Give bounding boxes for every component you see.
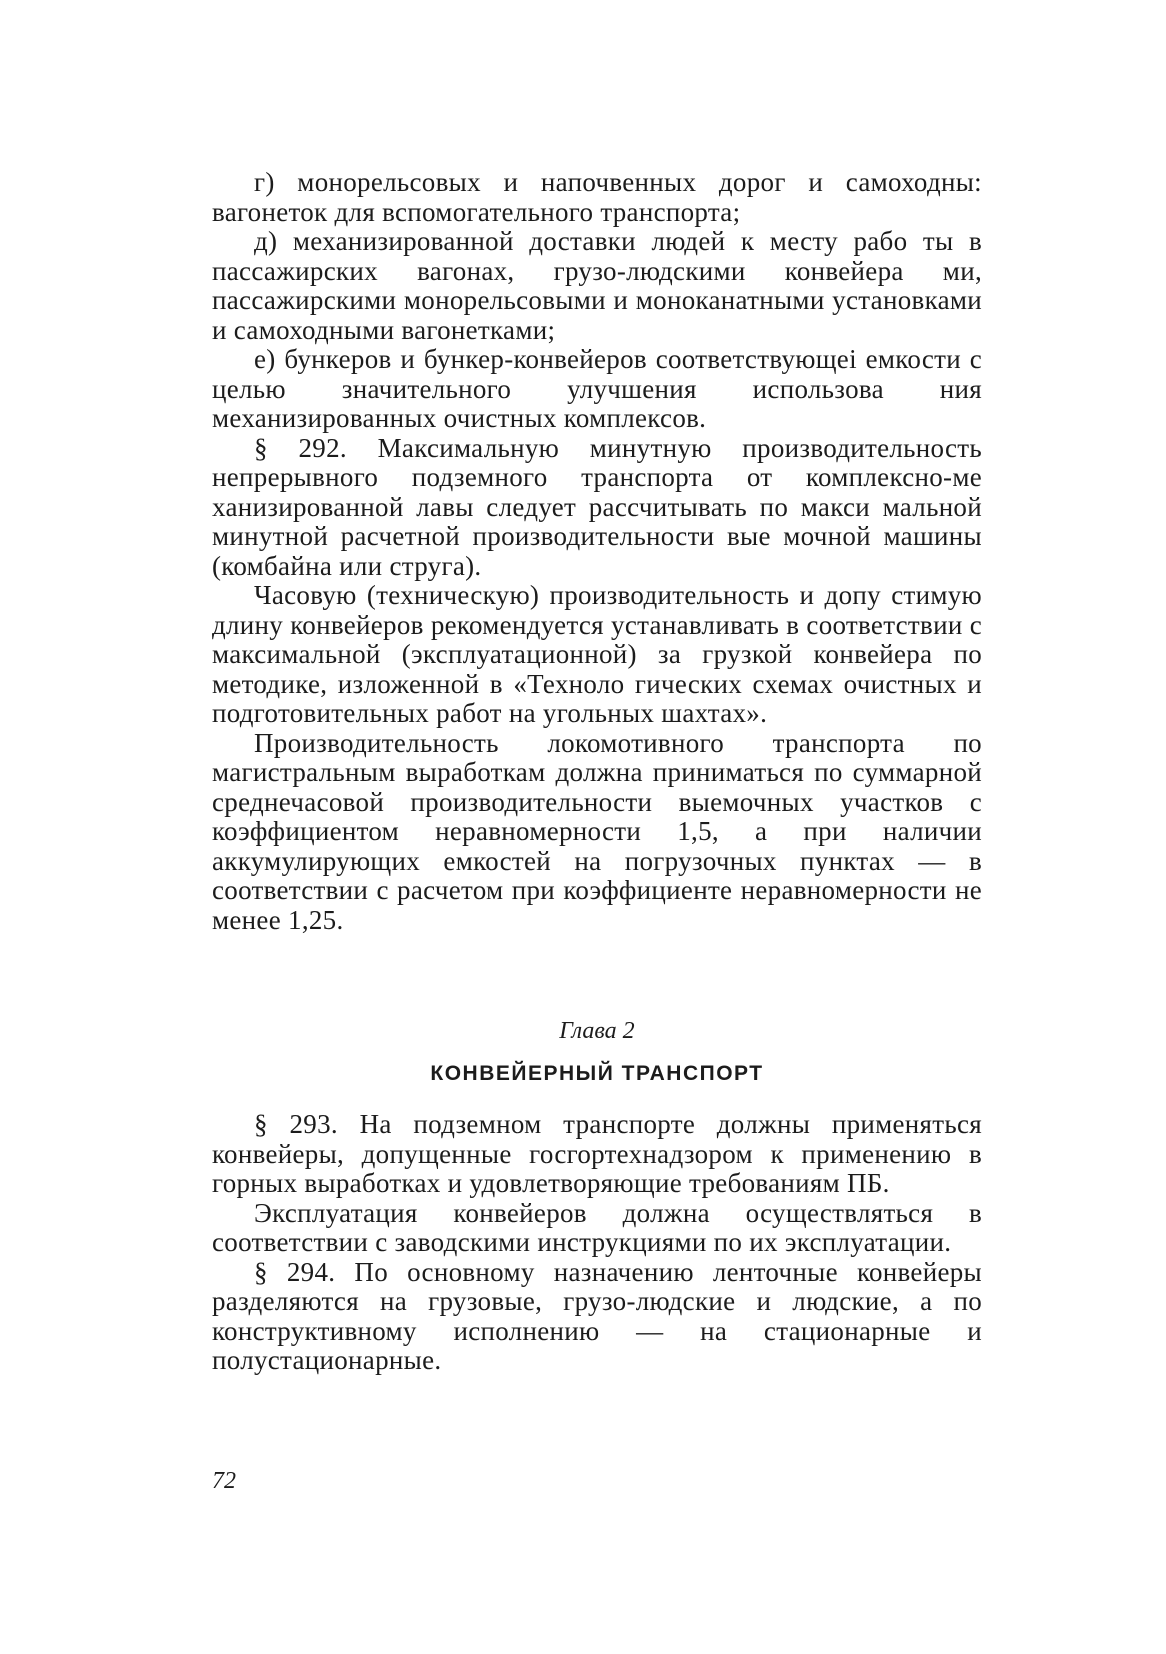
paragraph-item-d: д) механизированной доставки людей к месту рабо ты в пассажирских вагонах, грузо-людскими конвейера ми, пассажирскими монорельсовыми и моноканатными установками и самоходными вагонетками; bbox=[212, 226, 982, 345]
chapter-label: Глава 2 bbox=[559, 1018, 635, 1044]
paragraph-conveyor-operation: Эксплуатация конвейеров должна осуществляться в соответствии с заводскими инструкциями по их эксплуатации. bbox=[212, 1197, 982, 1257]
chapter-title: КОНВЕЙЕРНЫЙ ТРАНСПОРТ bbox=[430, 1062, 764, 1085]
paragraph-section-293: § 293. На подземном транспорте должны применяться конвейеры, допущенные госгортехнадзором к применению в горных выработках и удовлетворяющие требованиям ПБ. bbox=[212, 1109, 982, 1198]
page-number: 72 bbox=[212, 1468, 236, 1494]
paragraph-locomotive-transport: Производительность локомотивного транспорта по магистральным выработкам должна приниматься по суммарной среднечасовой производительности выемочных участков с коэффициентом неравномерности 1,5, а при наличии аккумулирующих емкостей на погрузочных пунктах — в соответствии с расчетом при коэффициенте неравномерности не менее 1,25. bbox=[212, 727, 982, 935]
lower-text-section bbox=[212, 1110, 982, 1376]
paragraph-item-e: е) бункеров и бункер-конвейеров соответствующеі емкости с целью значительного улучшения использова ния механизированных очистных комплексов. bbox=[212, 344, 982, 433]
paragraph-section-292: § 292. Максимальную минутную производительность непрерывного подземного транспорта от комплексно-ме ханизированной лавы следует рассчитывать по макси мальной минутной расчетной производительности вые мочной машины (комбайна или струга). bbox=[212, 432, 982, 581]
paragraph-hourly-capacity: Часовую (техническую) производительность и допу стимую длину конвейеров рекомендуется устанавливать в соответствии с максимальной (эксплуатационной) за грузкой конвейера по методике, изложенной в «Техноло гических схемах очистных и подготовительных работ на угольных шахтах». bbox=[212, 580, 982, 728]
upper-text-section bbox=[212, 168, 982, 935]
paragraph-item-g: г) монорельсовых и напочвенных дорог и самоходны: вагонеток для вспомогательного транспорта; bbox=[212, 167, 982, 227]
paragraph-section-294: § 294. По основному назначению ленточные конвейеры разделяются на грузовые, грузо-людские и людские, а по конструктивному исполнению — на стационарные и полустационарные. bbox=[212, 1256, 982, 1375]
